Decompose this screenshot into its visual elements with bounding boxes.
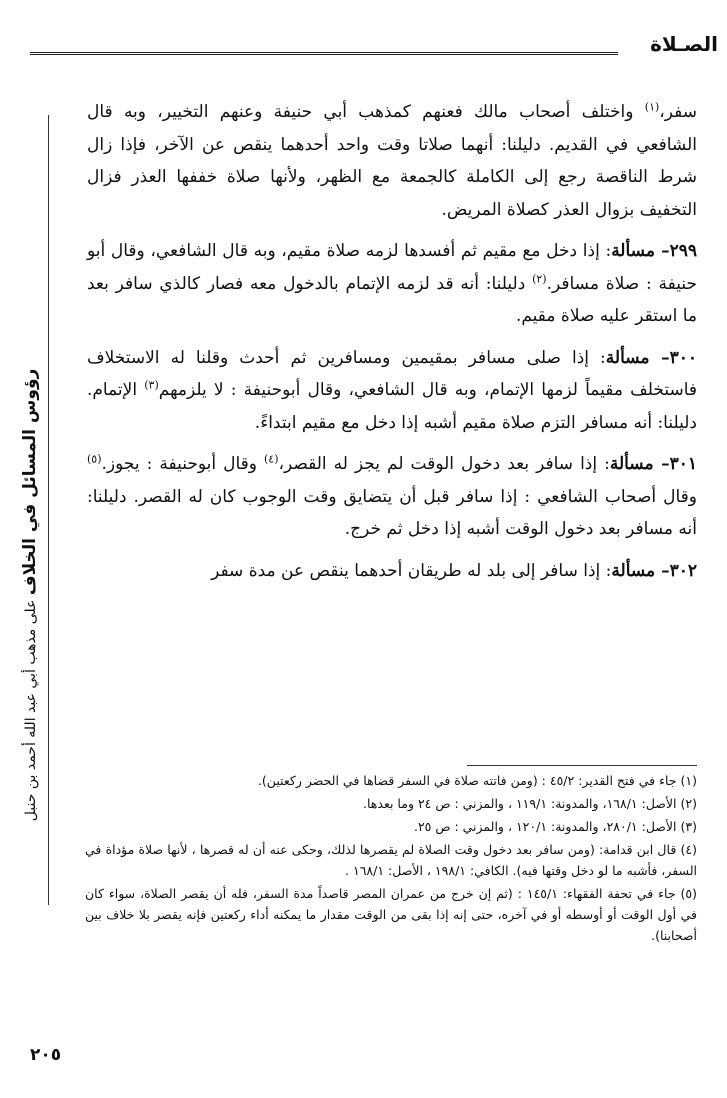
footnote-text: قال ابن قدامة: (ومن سافر بعد دخول وقت الصلاة لم يقصرها لذلك، وحكى عنه أن له قصرها ، لأنها صلاة مؤداة في السفر، فأشبه ما لو دخل وقتها فيه). الكافي: ١٩٨/١ ، الأصل: ١٦٨/١ .: [85, 842, 697, 878]
header-title: الصـلاة: [650, 32, 718, 56]
footnote-ref: (٤): [263, 452, 279, 466]
footnote-text: جاء في فتح القدير: ٤٥/٢ : (ومن فاتته صلاة في السفر قضاها في الحضر ركعتين).: [257, 773, 677, 788]
footnote-ref: (٥): [87, 452, 102, 466]
footnote-text: الأصل: ٢٨٠/١، والمدونة: ١٢٠/١ ، والمزني : ص ٢٥.: [413, 819, 677, 834]
issue-299: ٢٩٩– مسألة: إذا دخل مع مقيم ثم أفسدها لزمه صلاة مقيم، وبه قال الشافعي، وقال أبو حنيفة : صلاة مسافر.$^{(٢)}$ دليلنا: أنه قد لزمه الإتمام بالدخول معه فصار كالذي سافر بعد ما استقر عليه صلاة مقيم.: [87, 241, 698, 326]
footnotes: [85, 770, 697, 948]
main-text: [87, 96, 697, 736]
footnote-number: (٥): [680, 886, 697, 901]
footnote-number: (٣): [680, 819, 697, 834]
issue-label: مسألة: [611, 241, 655, 261]
footnote-rule: [467, 765, 697, 766]
intro-start: سفر،: [659, 102, 697, 122]
footnote: [85, 883, 697, 946]
issue-text: الإتمام. دليلنا: أنه مسافر التزم صلاة مقيم أشبه إذا دخل مع مقيم ابتداءً.: [87, 380, 697, 433]
running-header: [30, 30, 718, 66]
issue-label: مسألة: [609, 454, 654, 474]
issue-label: مسألة: [605, 347, 650, 368]
book-subtitle: على مذهب أبي عبد الله أحمد بن حنبل: [23, 599, 39, 822]
issue-number: ٣٠١: [669, 454, 698, 474]
footnote-ref: (٣): [144, 378, 159, 392]
side-book-title: [20, 369, 40, 822]
issue-number: ٢٩٩: [669, 241, 698, 261]
issue-text: : إذا صلى مسافر بمقيمين ومسافرين ثم أحدث وقلنا له الاستخلاف فاستخلف مقيماً لزمها الإتمام، وبه قال الشافعي، وقال أبوحنيفة : لا يلزمهم: [87, 347, 697, 400]
issue-text: : إذا دخل مع مقيم ثم أفسدها لزمه صلاة مقيم، وبه قال الشافعي، وقال أبو حنيفة : صلاة مسافر.: [87, 241, 697, 294]
side-text-wrap: [12, 295, 48, 895]
book-title: رؤوس المسائل في الخلاف: [20, 368, 40, 596]
issue-label: مسألة: [611, 560, 656, 581]
issue-302: ٣٠٢– مسألة: إذا سافر إلى بلد له طريقان أحدهما ينقص عن مدة سفر: [211, 560, 697, 581]
footnote-text: جاء في تحفة الفقهاء: ١٤٥/١ : (ثم إن خرج من عمران المصر قاصداً مدة السفر، فله أن يقصر الصلاة، سواء كان في أول الوقت أو أوسطه أو في آخره، حتى إنه إذا بقى من الوقت مقدار ما يمكنه أداء ركعتين فإنه يقصر بلا خلاف بين أصحابنا).: [85, 886, 697, 943]
footnote: [85, 793, 697, 814]
issue-text: : إذا سافر بعد دخول الوقت لم يجز له القصر،: [278, 454, 610, 474]
footnote: [85, 770, 697, 791]
issue-text: وقال أصحاب الشافعي : إذا سافر قبل أن يتضايق وقت الوجوب كان له القصر. دليلنا: أنه مسافر بعد دخول الوقت أشبه إذا دخل ثم خرج.: [87, 486, 697, 539]
footnote-ref: (١): [644, 100, 660, 114]
footnote-number: (١): [680, 773, 697, 788]
footnote-ref: (٢): [532, 271, 547, 285]
issue-text: وقال أبوحنيفة : يجوز.: [101, 454, 264, 474]
side-rule: [48, 115, 49, 905]
header-rule: [30, 52, 618, 55]
page-number: ٢٠٥: [30, 1045, 62, 1065]
side-margin: [10, 115, 50, 905]
issue-text: دليلنا: أنه قد لزمه الإتمام بالدخول معه فصار كالذي سافر بعد ما استقر عليه صلاة مقيم.: [87, 273, 697, 326]
footnote: [85, 816, 697, 837]
issue-number: ٣٠٢: [669, 560, 697, 581]
footnote-number: (٤): [680, 842, 697, 857]
footnote-text: الأصل: ١٦٨/١، والمدونة: ١١٩/١ ، والمزني : ص ٢٤ وما بعدها.: [363, 796, 677, 811]
footnote: [85, 839, 697, 881]
issue-number: ٣٠٠: [669, 347, 698, 368]
issue-text: : إذا سافر إلى بلد له طريقان أحدهما ينقص عن مدة سفر: [211, 560, 612, 581]
issue-300: ٣٠٠– مسألة: إذا صلى مسافر بمقيمين ومسافرين ثم أحدث وقلنا له الاستخلاف فاستخلف مقيماً لزمها الإتمام، وبه قال الشافعي، وقال أبوحنيفة : لا يلزمهم$^{(٣)}$ الإتمام. دليلنا: أنه مسافر التزم صلاة مقيم أشبه إذا دخل مع مقيم ابتداءً.: [87, 347, 698, 433]
intro-rest: واختلف أصحاب مالك فعنهم كمذهب أبي حنيفة وعنهم التخيير، وبه قال الشافعي في القديم. دليلنا: أنهما صلاتا وقت واحد أحدهما ينقص عن الآخر، فإذا زال شرط الناقصة رجع إلى الكاملة كالجمعة مع الظهر، ولأنها صلاة خففها العذر فزال التخفيف بزوال العذر كصلاة المريض.: [87, 102, 697, 220]
intro-paragraph: [87, 96, 697, 226]
issue-301: ٣٠١– مسألة: إذا سافر بعد دخول الوقت لم يجز له القصر،$^{(٤)}$ وقال أبوحنيفة : يجوز.$^{(٥)}$ وقال أصحاب الشافعي : إذا سافر قبل أن يتضايق وقت الوجوب كان له القصر. دليلنا: أنه مسافر بعد دخول الوقت أشبه إذا دخل ثم خرج.: [87, 452, 698, 539]
footnote-number: (٢): [680, 796, 697, 811]
